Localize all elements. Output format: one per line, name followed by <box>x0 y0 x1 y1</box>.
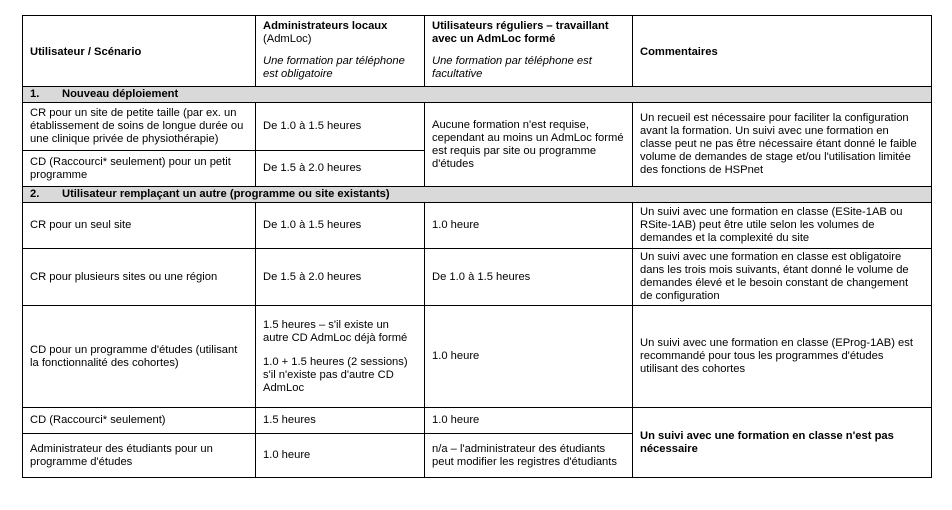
header-row <box>23 16 932 87</box>
regular-cell: 1.0 heure <box>425 203 633 249</box>
admloc-cell: 1.5 heures <box>256 408 425 434</box>
section-label: Nouveau déploiement <box>62 88 179 100</box>
header-admloc-paren: (AdmLoc) <box>263 33 312 45</box>
scenario-cell: CR pour un site de petite taille (par ex. un établissement de soins de longue durée ou une clinique privée de physiothérapie) <box>23 103 256 151</box>
table-row <box>23 249 932 306</box>
section-2-title <box>23 187 932 203</box>
admloc-option-2: 1.0 + 1.5 heures (2 sessions) s'il n'existe pas d'autre CD AdmLoc <box>263 355 408 394</box>
header-admloc-sub: Une formation par téléphone est obligatoire <box>263 55 405 80</box>
comment-cell: Un suivi avec une formation en classe (EProg-1AB) est recommandé pour tous les programmes d'études utilisant des cohortes <box>633 306 932 408</box>
regular-cell: 1.0 heure <box>425 408 633 434</box>
header-regular-title: Utilisateurs réguliers – travaillant avec un AdmLoc formé <box>432 20 609 45</box>
table-row <box>23 203 932 249</box>
scenario-cell: CD (Raccourci* seulement) <box>23 408 256 434</box>
header-comments: Commentaires <box>633 16 932 87</box>
scenario-cell: CR pour un seul site <box>23 203 256 249</box>
comment-cell: Un suivi avec une formation en classe n'est pas nécessaire <box>633 408 932 478</box>
admloc-option-1: 1.5 heures – s'il existe un autre CD AdmLoc déjà formé <box>263 318 408 344</box>
section-1-title <box>23 87 932 103</box>
admloc-cell: De 1.5 à 2.0 heures <box>256 249 425 306</box>
comment-cell: Un suivi avec une formation en classe (ESite-1AB ou RSite-1AB) peut être utile selon les volumes de demandes et la complexité du site <box>633 203 932 249</box>
table-row <box>23 408 932 434</box>
scenario-cell: CD (Raccourci* seulement) pour un petit programme <box>23 151 256 187</box>
section-number: 1. <box>30 88 40 100</box>
scenario-cell: CR pour plusieurs sites ou une région <box>23 249 256 306</box>
section-row <box>23 87 932 103</box>
regular-cell: 1.0 heure <box>425 306 633 408</box>
table-row <box>23 306 932 408</box>
regular-cell: n/a – l'administrateur des étudiants peut modifier les registres d'étudiants <box>425 434 633 478</box>
regular-cell: De 1.0 à 1.5 heures <box>425 249 633 306</box>
comment-cell: Un recueil est nécessaire pour faciliter la configuration avant la formation. Un suivi avec une formation en classe peut ne pas être nécessaire étant donné le faible volume de demandes de stage et/ou l'utilisation limitée des fonctions de HSPnet <box>633 103 932 187</box>
header-scenario: Utilisateur / Scénario <box>23 16 256 87</box>
header-admloc <box>256 16 425 87</box>
admloc-cell: De 1.5 à 2.0 heures <box>256 151 425 187</box>
training-requirements-table <box>22 15 932 478</box>
admloc-cell: De 1.0 à 1.5 heures <box>256 103 425 151</box>
header-regular-sub: Une formation par téléphone est facultative <box>432 55 592 80</box>
section-number: 2. <box>30 188 40 200</box>
section-label: Utilisateur remplaçant un autre (programme ou site existants) <box>62 188 390 200</box>
section-row <box>23 187 932 203</box>
regular-cell: Aucune formation n'est requise, cependant au moins un AdmLoc formé est requis par site ou programme d'études <box>425 103 633 187</box>
comment-cell: Un suivi avec une formation en classe est obligatoire dans les trois mois suivants, étant donné le volume de demandes élevé et le besoin constant de changement de configuration <box>633 249 932 306</box>
header-regular <box>425 16 633 87</box>
table-row <box>23 103 932 151</box>
admloc-cell <box>256 306 425 408</box>
header-admloc-title: Administrateurs locaux <box>263 20 388 32</box>
scenario-cell: Administrateur des étudiants pour un programme d'études <box>23 434 256 478</box>
admloc-cell: 1.0 heure <box>256 434 425 478</box>
admloc-cell: De 1.0 à 1.5 heures <box>256 203 425 249</box>
scenario-cell: CD pour un programme d'études (utilisant la fonctionnalité des cohortes) <box>23 306 256 408</box>
